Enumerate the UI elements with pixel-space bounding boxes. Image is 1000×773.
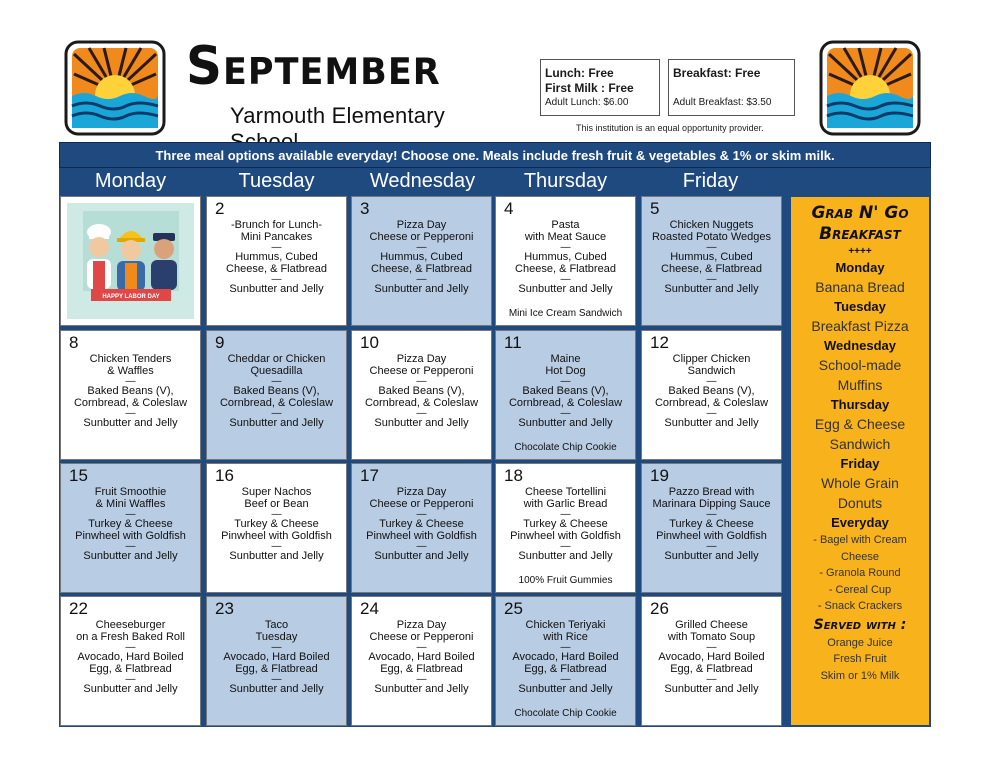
grab-title-line2: Breakfast (819, 224, 901, 244)
meal-line: Cheese Tortellini (524, 486, 607, 498)
meal-separator: — (271, 274, 282, 285)
day-cell (495, 596, 636, 726)
day-number: 5 (650, 199, 660, 218)
meal-line: Pizza Day (396, 219, 447, 231)
meal-line: Grilled Cheese (675, 619, 748, 631)
day-number: 15 (69, 466, 88, 485)
weekday-monday: Monday (94, 170, 167, 192)
equal-opportunity-note: This institution is an equal opportunity provider. (576, 123, 764, 133)
meal-line: Cheese, & Flatbread (661, 262, 762, 275)
meal-options (207, 354, 346, 430)
meal-options (207, 620, 346, 696)
meal-line: Egg, & Flatbread (670, 662, 753, 675)
dessert-item: 100% Fruit Gummies (518, 575, 613, 586)
meal-separator: — (125, 642, 136, 653)
meal-line: Sunbutter and Jelly (229, 683, 324, 695)
day-cell (641, 463, 782, 593)
meal-separator: — (271, 674, 282, 685)
meal-separator: — (416, 274, 427, 285)
meal-line: Sunbutter and Jelly (518, 550, 613, 562)
meal-line: Turkey & Cheese (234, 518, 319, 530)
meal-options-banner: Three meal options available everyday! Choose one. Meals include fresh fruit & vegetables & 1% or skim milk. (59, 142, 931, 168)
meal-options (61, 354, 200, 430)
day-cell (351, 330, 492, 460)
day-number: 9 (215, 333, 225, 352)
meal-line: Sunbutter and Jelly (664, 283, 759, 295)
meal-options (496, 354, 635, 430)
meal-options (352, 354, 491, 430)
meal-separator: — (560, 674, 571, 685)
meal-separator: — (125, 541, 136, 552)
day-cell (60, 330, 201, 460)
meal-line: Hot Dog (545, 364, 586, 377)
meal-line: Cornbread, & Coleslaw (73, 396, 188, 409)
breakfast-price-box (668, 59, 795, 116)
day-number: 3 (360, 199, 370, 218)
day-cell (495, 463, 636, 593)
meal-line: Avocado, Hard Boiled (223, 651, 330, 663)
meal-options (352, 220, 491, 296)
month-title: September (186, 35, 441, 97)
meal-line: Sunbutter and Jelly (83, 550, 178, 562)
meal-line: Sandwich (687, 364, 736, 377)
day-number: 22 (69, 599, 88, 618)
breakfast-price: Breakfast: Free (673, 66, 761, 80)
meal-line: on a Fresh Baked Roll (76, 630, 185, 643)
weekday-wednesday: Wednesday (369, 170, 476, 192)
meal-separator: — (560, 408, 571, 419)
day-number: 12 (650, 333, 669, 352)
labor-day-cell (60, 196, 201, 326)
grab-item-wednesday-2: Muffins (837, 377, 883, 393)
meal-line: Baked Beans (V), (522, 385, 609, 397)
school-name: Yarmouth Elementary (230, 103, 445, 128)
meal-line: Egg, & Flatbread (380, 662, 463, 675)
meal-line: Sunbutter and Jelly (83, 417, 178, 429)
meal-separator: — (416, 642, 427, 653)
meal-line: -Brunch for Lunch- (230, 219, 323, 231)
day-cell (351, 596, 492, 726)
day-number: 18 (504, 466, 523, 485)
weekday-tuesday: Tuesday (238, 170, 315, 192)
grab-item-friday-2: Donuts (837, 495, 883, 511)
meal-line: Beef or Bean (244, 497, 309, 510)
meal-line: Sunbutter and Jelly (374, 283, 469, 295)
meal-separator: — (706, 674, 717, 685)
meal-separator: — (706, 274, 717, 285)
meal-line: Turkey & Cheese (669, 518, 754, 530)
meal-separator: — (416, 242, 427, 253)
labor-day-caption: HAPPY LABOR DAY (102, 294, 160, 300)
meal-separator: — (271, 408, 282, 419)
lunch-price-box (540, 59, 660, 116)
meal-line: Cornbread, & Coleslaw (364, 396, 479, 409)
adult-breakfast-price: Adult Breakfast: $3.50 (673, 97, 772, 108)
grab-day-monday: Monday (835, 260, 885, 275)
meal-line: Mini Pancakes (240, 230, 313, 243)
grab-title-line1: Grab N' Go (811, 203, 909, 223)
grab-served-item-2: Fresh Fruit (833, 653, 887, 665)
meal-separator: — (125, 509, 136, 520)
day-number: 25 (504, 599, 523, 618)
grab-served-with: Served with : (813, 616, 907, 633)
meal-separator: — (706, 376, 717, 387)
meal-line: Cheddar or Chicken (227, 353, 326, 365)
grab-n-go-panel (789, 195, 931, 727)
day-cell (206, 330, 347, 460)
grab-everyday-item-1: - Bagel with Cream (813, 534, 907, 546)
meal-line: Super Nachos (241, 486, 312, 498)
meal-separator: — (125, 408, 136, 419)
meal-line: Egg, & Flatbread (235, 662, 318, 675)
day-cell (351, 463, 492, 593)
meal-line: Sunbutter and Jelly (664, 683, 759, 695)
day-cell (641, 196, 782, 326)
meal-line: Pinwheel with Goldfish (510, 529, 621, 542)
meal-line: Pizza Day (396, 486, 447, 498)
grab-everyday-item-3: - Granola Round (819, 567, 901, 579)
meal-line: Turkey & Cheese (379, 518, 464, 530)
grab-separator: ++++ (848, 246, 872, 257)
meal-separator: — (271, 376, 282, 387)
meal-line: Hummus, Cubed (380, 251, 463, 263)
grab-item-thursday-1: Egg & Cheese (814, 416, 906, 432)
meal-line: Sunbutter and Jelly (229, 550, 324, 562)
meal-line: Sunbutter and Jelly (374, 550, 469, 562)
meal-separator: — (560, 509, 571, 520)
meal-line: Fruit Smoothie (94, 486, 167, 498)
meal-line: Pizza Day (396, 353, 447, 365)
meal-line: Sunbutter and Jelly (374, 417, 469, 429)
meal-line: Chicken Teriyaki (525, 619, 606, 631)
meal-line: with Rice (543, 630, 588, 643)
meal-line: Baked Beans (V), (668, 385, 755, 397)
meal-line: Cornbread, & Coleslaw (219, 396, 334, 409)
meal-separator: — (125, 376, 136, 387)
meal-line: Sunbutter and Jelly (229, 417, 324, 429)
meal-line: Hummus, Cubed (524, 251, 607, 263)
grab-item-friday-1: Whole Grain (821, 475, 899, 491)
meal-line: Cheese, & Flatbread (515, 262, 616, 275)
day-number: 17 (360, 466, 379, 485)
grab-item-thursday-2: Sandwich (829, 436, 891, 452)
day-number: 2 (215, 199, 225, 218)
meal-line: Tuesday (255, 630, 298, 643)
meal-line: Cheese, & Flatbread (371, 262, 472, 275)
day-cell (641, 596, 782, 726)
meal-line: Avocado, Hard Boiled (368, 651, 475, 663)
meal-line: Hummus, Cubed (670, 251, 753, 263)
meal-line: Cheese or Pepperoni (369, 364, 474, 377)
meal-line: Cornbread, & Coleslaw (508, 396, 623, 409)
day-number: 26 (650, 599, 669, 618)
meal-line: Sunbutter and Jelly (229, 283, 324, 295)
first-milk-price: First Milk : Free (545, 81, 634, 95)
meal-separator: — (560, 242, 571, 253)
dessert-item: Chocolate Chip Cookie (514, 708, 617, 719)
day-cell (206, 463, 347, 593)
meal-line: Avocado, Hard Boiled (512, 651, 619, 663)
meal-line: Turkey & Cheese (88, 518, 173, 530)
meal-line: Cheese or Pepperoni (369, 230, 474, 243)
meal-line: Hummus, Cubed (235, 251, 318, 263)
meal-options (496, 487, 635, 563)
meal-options (496, 220, 635, 296)
meal-separator: — (706, 408, 717, 419)
grab-served-item-1: Orange Juice (827, 636, 893, 649)
meal-separator: — (706, 541, 717, 552)
day-number: 11 (504, 333, 522, 352)
meal-line: Quesadilla (250, 364, 303, 377)
meal-options (642, 354, 781, 430)
meal-line: Sunbutter and Jelly (518, 683, 613, 695)
meal-separator: — (271, 242, 282, 253)
grab-item-wednesday-1: School-made (818, 357, 902, 373)
dessert-item: Mini Ice Cream Sandwich (508, 308, 623, 319)
meal-options (207, 220, 346, 296)
meal-line: Cornbread, & Coleslaw (654, 396, 769, 409)
meal-line: Sunbutter and Jelly (664, 417, 759, 429)
day-number: 8 (69, 333, 79, 352)
meal-line: with Garlic Bread (523, 497, 608, 510)
grab-item-monday: Banana Bread (815, 279, 905, 295)
meal-options (61, 620, 200, 696)
meal-separator: — (560, 642, 571, 653)
meal-line: & Waffles (107, 364, 154, 377)
meal-line: Pinwheel with Goldfish (221, 529, 332, 542)
meal-options (61, 487, 200, 563)
meal-line: Taco (264, 619, 289, 631)
grab-day-wednesday: Wednesday (823, 338, 896, 353)
meal-options (207, 487, 346, 563)
weekday-friday: Friday (682, 170, 739, 192)
meal-separator: — (416, 376, 427, 387)
day-cell (60, 463, 201, 593)
meal-separator: — (416, 408, 427, 419)
meal-line: Pinwheel with Goldfish (656, 529, 767, 542)
meal-separator: — (706, 242, 717, 253)
sunset-logo-left (64, 40, 166, 136)
meal-options (642, 220, 781, 296)
meal-options (642, 620, 781, 696)
meal-separator: — (416, 509, 427, 520)
meal-separator: — (416, 541, 427, 552)
meal-line: Chicken Nuggets (669, 219, 754, 231)
day-number: 4 (504, 199, 514, 218)
meal-line: Marinara Dipping Sauce (652, 497, 771, 510)
meal-line: Egg, & Flatbread (89, 662, 172, 675)
dessert-item: Chocolate Chip Cookie (514, 442, 617, 453)
day-cell (641, 330, 782, 460)
meal-line: Clipper Chicken (672, 353, 751, 365)
meal-line: Baked Beans (V), (233, 385, 320, 397)
meal-line: with Meat Sauce (524, 230, 607, 243)
meal-options (352, 487, 491, 563)
day-cell (206, 196, 347, 326)
grab-item-tuesday: Breakfast Pizza (811, 318, 909, 334)
day-number: 10 (360, 333, 379, 352)
meal-line: Pinwheel with Goldfish (75, 529, 186, 542)
day-cell (351, 196, 492, 326)
meal-line: with Tomato Soup (667, 630, 756, 643)
meal-separator: — (271, 642, 282, 653)
grab-day-tuesday: Tuesday (834, 299, 886, 314)
meal-line: Egg, & Flatbread (524, 662, 607, 675)
day-number: 16 (215, 466, 234, 485)
day-cell (60, 596, 201, 726)
meal-line: Roasted Potato Wedges (651, 230, 772, 243)
meal-options (642, 487, 781, 563)
day-number: 19 (650, 466, 669, 485)
grab-day-thursday: Thursday (830, 397, 890, 412)
grab-everyday-label: Everyday (831, 515, 889, 530)
meal-line: Pizza Day (396, 619, 447, 631)
meal-line: & Mini Waffles (95, 497, 166, 510)
grab-served-item-3: Skim or 1% Milk (820, 669, 900, 682)
meal-line: Pinwheel with Goldfish (366, 529, 477, 542)
meal-separator: — (271, 509, 282, 520)
grab-day-friday: Friday (840, 456, 880, 471)
weekday-thursday: Thursday (523, 170, 608, 192)
meal-separator: — (706, 642, 717, 653)
grab-everyday-item-5: - Snack Crackers (817, 600, 903, 612)
meal-line: Cheese, & Flatbread (226, 262, 327, 275)
meal-line: Pazzo Bread with (668, 486, 755, 498)
meal-line: Cheeseburger (95, 619, 166, 631)
meal-line: Baked Beans (V), (87, 385, 174, 397)
meal-line: Turkey & Cheese (523, 518, 608, 530)
meal-line: Baked Beans (V), (378, 385, 465, 397)
meal-separator: — (125, 674, 136, 685)
meal-line: Cheese or Pepperoni (369, 497, 474, 510)
meal-line: Sunbutter and Jelly (374, 683, 469, 695)
grab-everyday-item-2: Cheese (841, 550, 879, 563)
meal-line: Sunbutter and Jelly (664, 550, 759, 562)
grab-everyday-item-4: - Cereal Cup (828, 583, 892, 596)
meal-line: Cheese or Pepperoni (369, 630, 474, 643)
meal-line: Maine (550, 353, 581, 365)
meal-separator: — (560, 541, 571, 552)
meal-line: Avocado, Hard Boiled (658, 651, 765, 663)
day-number: 23 (215, 599, 234, 618)
meal-line: Sunbutter and Jelly (518, 283, 613, 295)
meal-options (496, 620, 635, 696)
sunset-logo-right (819, 40, 921, 136)
day-cell (495, 196, 636, 326)
meal-separator: — (560, 274, 571, 285)
labor-day-illustration (61, 197, 200, 325)
meal-line: Avocado, Hard Boiled (77, 651, 184, 663)
meal-separator: — (416, 674, 427, 685)
meal-separator: — (271, 541, 282, 552)
day-number: 24 (360, 599, 379, 618)
adult-lunch-price: Adult Lunch: $6.00 (545, 97, 629, 108)
day-cell (206, 596, 347, 726)
meal-separator: — (706, 509, 717, 520)
meal-separator: — (560, 376, 571, 387)
meal-line: Chicken Tenders (89, 353, 172, 365)
day-cell (495, 330, 636, 460)
meal-options (352, 620, 491, 696)
meal-line: Sunbutter and Jelly (518, 417, 613, 429)
meal-line: Pasta (551, 219, 580, 231)
meal-line: Sunbutter and Jelly (83, 683, 178, 695)
lunch-price: Lunch: Free (545, 66, 614, 80)
